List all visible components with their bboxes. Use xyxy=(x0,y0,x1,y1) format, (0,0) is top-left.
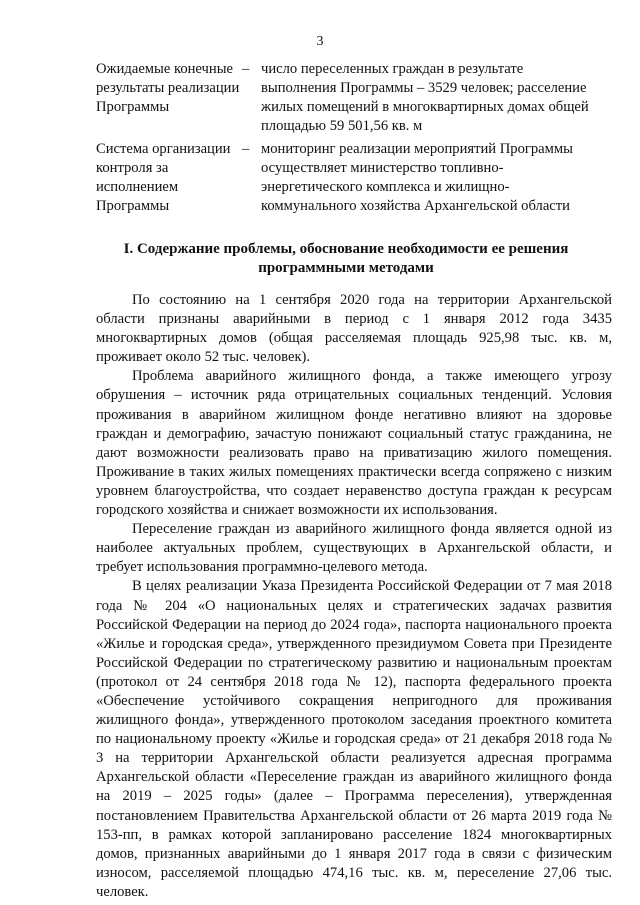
passport-value: число переселенных граждан в результате выполнения Программы – 3529 человек; расселение жилых помещений в многоквартирных домах общей площадью 59 501,56 кв. м xyxy=(261,61,589,134)
paragraph: По состоянию на 1 сентября 2020 года на территории Архангельской области признаны аварийными в период с 1 января 2012 года 3435 многоквартирных домов (общая расселяемая площадь 925,98 тыс. кв. м, проживает около 52 тыс. человек). xyxy=(96,292,612,366)
passport-label: Система организации контроля за исполнением Программы xyxy=(96,141,231,214)
section-title: I. Содержание проблемы, обоснование необходимости ее решения программными методами xyxy=(123,241,569,276)
program-passport-table xyxy=(96,60,596,216)
paragraph: В целях реализации Указа Президента Российской Федерации от 7 мая 2018 года № 204 «О национальных целях и стратегических задачах развития Российской Федерации на период до 2024 года», паспорта национального проекта «Жилье и городская среда», утвержденного президиумом Совета при Президенте Российской Федерации по стратегическому развитию и национальным проектам (протокол от 24 сентября 2018 года № 12), паспорта федерального проекта «Обеспечение устойчивого сокращения непригодного для проживания жилищного фонда», утвержденного протоколом заседания проектного комитета по национальному проекту «Жилье и городская среда» от 21 декабря 2018 года № 3 на территории Архангельской области реализуется адресная программа Архангельской области «Переселение граждан из аварийного жилищного фонда на 2019 – 2025 годы» (далее – Программа переселения), утвержденная постановлением Правительства Архангельской области от 26 марта 2019 года № 153-пп, в рамках которой запланировано расселение 1824 многоквартирных домов, признанных аварийными до 1 января 2017 года в связи с физическим износом, расселяемой площадью 474,16 тыс. кв. м, переселение 27,06 тыс. человек. xyxy=(96,578,612,900)
passport-dash: – xyxy=(242,141,250,157)
paragraph: Переселение граждан из аварийного жилищного фонда является одной из наиболее актуальных проблем, существующих в Архангельской области, и требует использования программно-целевого метода. xyxy=(96,521,612,576)
section-body xyxy=(96,291,612,902)
passport-dash: – xyxy=(242,61,250,77)
passport-row-control-system xyxy=(96,140,596,216)
passport-row-expected-results xyxy=(96,60,596,140)
passport-value: мониторинг реализации мероприятий Программы осуществляет министерство топливно-энергетического комплекса и жилищно-коммунального хозяйства Архангельской области xyxy=(261,141,573,214)
page-number: 3 xyxy=(316,34,324,49)
passport-label: Ожидаемые конечные результаты реализации Программы xyxy=(96,61,240,115)
paragraph: Проблема аварийного жилищного фонда, а также имеющего угрозу обрушения – источник ряда отрицательных социальных тенденций. Условия проживания в аварийном жилищном фонде негативно влияют на здоровье граждан и демографию, зачастую понижают социальный статус гражданина, не дают возможности реализовать право на приватизацию жилого помещения. Проживание в таких жилых помещениях практически всегда сопряжено с низким уровнем благоустройства, что создает неравенство доступа граждан к ресурсам городского хозяйства и снижает возможности их использования. xyxy=(96,368,612,519)
